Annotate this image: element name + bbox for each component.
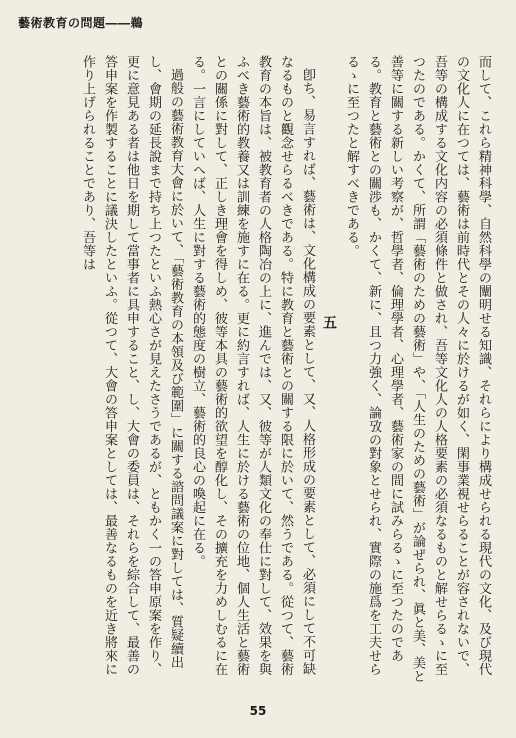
paragraph-3: 過般の藝術教育大會に於いて、「藝術教育の本領及び範圍」に關する諮問議案に對しては、質疑續出し、會期の延長說まで持ち上つたといふ熱心さが見えたさうであるが、ともかく一の答申原案を作り、更に意見ある者は他日を期して當事者に具申すること、し、大會の委員は、それらを綜合して、最善の答申案を作製することに議決したといふ。從つて、大會の答申案としては、最善なるものを近き將來に作り上げられることであり、吾等は bbox=[80, 55, 183, 676]
paragraph-1: 而して、これら精神科學、自然科學の闡明せる知識、それらにより構成せられる現代の文化、及び現代の文化人に在つては、藝術は前時代とその人々に於けるが如く、閑事業視せらることが容されないで、吾等の構成する文化内容の必須條件と做され、吾等文化人の人格要素の必須なるものと解せらるゝに至つたのである。かくて、所謂「藝術のための藝術」や、「人生のための藝術」が論ぜられ、眞と美、美と善等に關する新しい考察が、哲學者、倫理學者、心理學者、藝術家の間に試みらるゝに至つたのである。教育と藝術との關渉も、かくて、新に、且つ力強く、論攷の對象とせられ、實際の施爲を工夫せらるゝに至つたと解すべきである。 bbox=[344, 55, 491, 683]
vertical-body-text bbox=[14, 55, 494, 685]
paragraph-2: 卽ち、易言すれば、藝術は、文化構成の要素として、又、人格形成の要素として、必須にして不可缺なるものと觀念せらるべきである。特に教育と藝術との關する限に於いて、然うである。從つて、藝術教育の本旨は、被教育者の人格陶冶の上に、進んでは、又、彼等が人類文化の奉仕に對して、效果を與ふべき藝術的教養又は訓練を施すに在る。更に約言すれば、人生に於ける藝術の位地、個人生活と藝術との關係に對して、正しき理會を得しめ、彼等本具の藝術的欲望を醇化し、その擴充を力めしむるに在る。一言にしていへば、人生に對する藝術的態度の樹立、藝術的良心の喚起に在る。 bbox=[190, 55, 315, 676]
section-number: 五 bbox=[321, 315, 337, 330]
page-number: 55 bbox=[249, 704, 267, 718]
running-header: 藝術教育の問題――鵜 bbox=[18, 16, 144, 30]
